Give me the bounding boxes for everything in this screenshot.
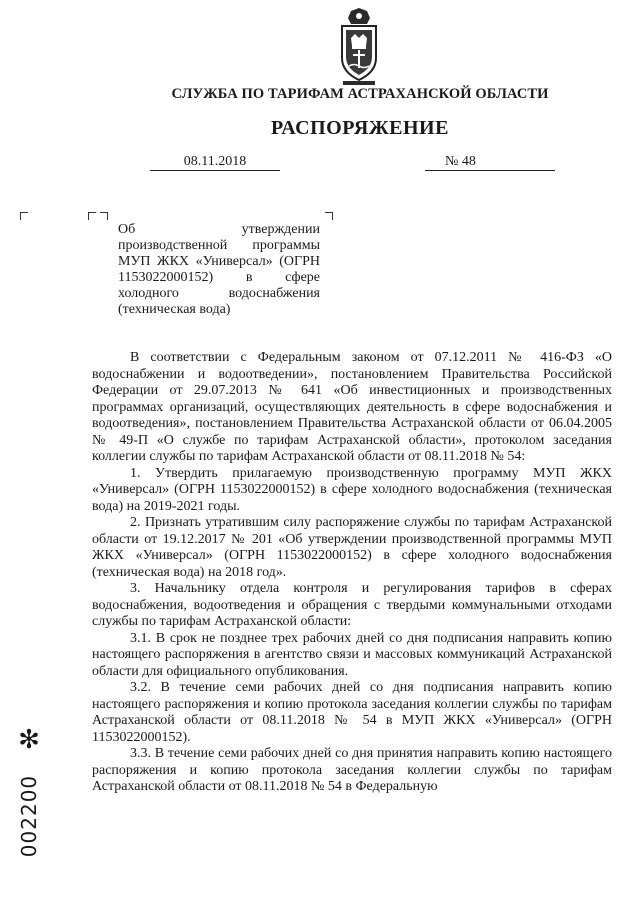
clause-3: 3. Начальнику отдела контроля и регулирования тарифов в сферах водоснабжения, водоотведения и обращения с твердыми коммунальными отходами службы по тарифам Астраханской области: — [92, 581, 612, 629]
document-body — [92, 350, 612, 796]
clause-3-3: 3.3. В течение семи рабочих дней со дня принятия направить копию настоящего распоряжения и копию протокола заседания коллегии службы по тарифам Астраханской области от 08.11.2018 № 54 в Федеральную — [92, 746, 612, 794]
clause-3-1: 3.1. В срок не позднее трех рабочих дней со дня подписания направить копию настоящего распоряжения в агентство связи и массовых коммуникаций Астраханской области для официального опубликования. — [92, 630, 612, 679]
document-number: № 48 — [445, 154, 476, 169]
clause-3-2: 3.2. В течение семи рабочих дней со дня подписания направить копию настоящего распоряжения и копию протокола заседания коллегии службы по тарифам Астраханской области от 08.11.2018 № 54 в МУП ЖКХ «Универсал» (ОГРН 1153022000152). — [92, 680, 612, 745]
coat-of-arms-emblem — [337, 8, 381, 86]
registration-code: 002200 — [17, 774, 41, 858]
subject-corner-top-left — [88, 212, 96, 220]
clause-1: 1. Утвердить прилагаемую производственную программу МУП ЖКХ «Универсал» (ОГРН 1153022000152) в сфере холодного водоснабжения (техническая вода) на 2019-2021 годы. — [92, 465, 612, 514]
subject-corner-top-right — [325, 212, 333, 220]
document-number-field — [425, 154, 555, 171]
document-date: 08.11.2018 — [150, 154, 280, 171]
clause-2: 2. Признать утратившим силу распоряжение службы по тарифам Астраханской области от 19.12.2017 № 201 «Об утверждении производственной программы МУП ЖКХ «Универсал» (ОГРН 1153022000152) в сфере холодного водоснабжения (техническая вода) на 2018 год». — [92, 515, 612, 580]
subject-corner-top-left-outer — [20, 212, 28, 220]
document-type-title: РАСПОРЯЖЕНИЕ — [271, 117, 449, 139]
asterisk-mark: ✻ — [18, 725, 40, 755]
margin-stamp — [14, 725, 44, 858]
subject-corner-top-right-inner — [100, 212, 108, 220]
preamble-paragraph: В соответствии с Федеральным законом от 07.12.2011 № 416-ФЗ «О водоснабжении и водоотведении», постановлением Правительства Российской Федерации от 29.07.2013 № 641 «Об инвестиционных и производственных программах организаций, осуществляющих деятельность в сфере водоснабжения и водоотведения», постановлением Правительства Астраханской области от 06.04.2005 № 49-П «О службе по тарифам Астраханской области», протоколом заседания коллегии службы по тарифам Астраханской области от 08.11.2018 № 54: — [92, 350, 612, 464]
organization-name: СЛУЖБА ПО ТАРИФАМ АСТРАХАНСКОЙ ОБЛАСТИ — [171, 86, 549, 102]
document-subject: Об утверждении производственной программы МУП ЖКХ «Универсал» (ОГРН 1153022000152) в сфере холодного водоснабжения (техническая вода) — [118, 222, 320, 317]
